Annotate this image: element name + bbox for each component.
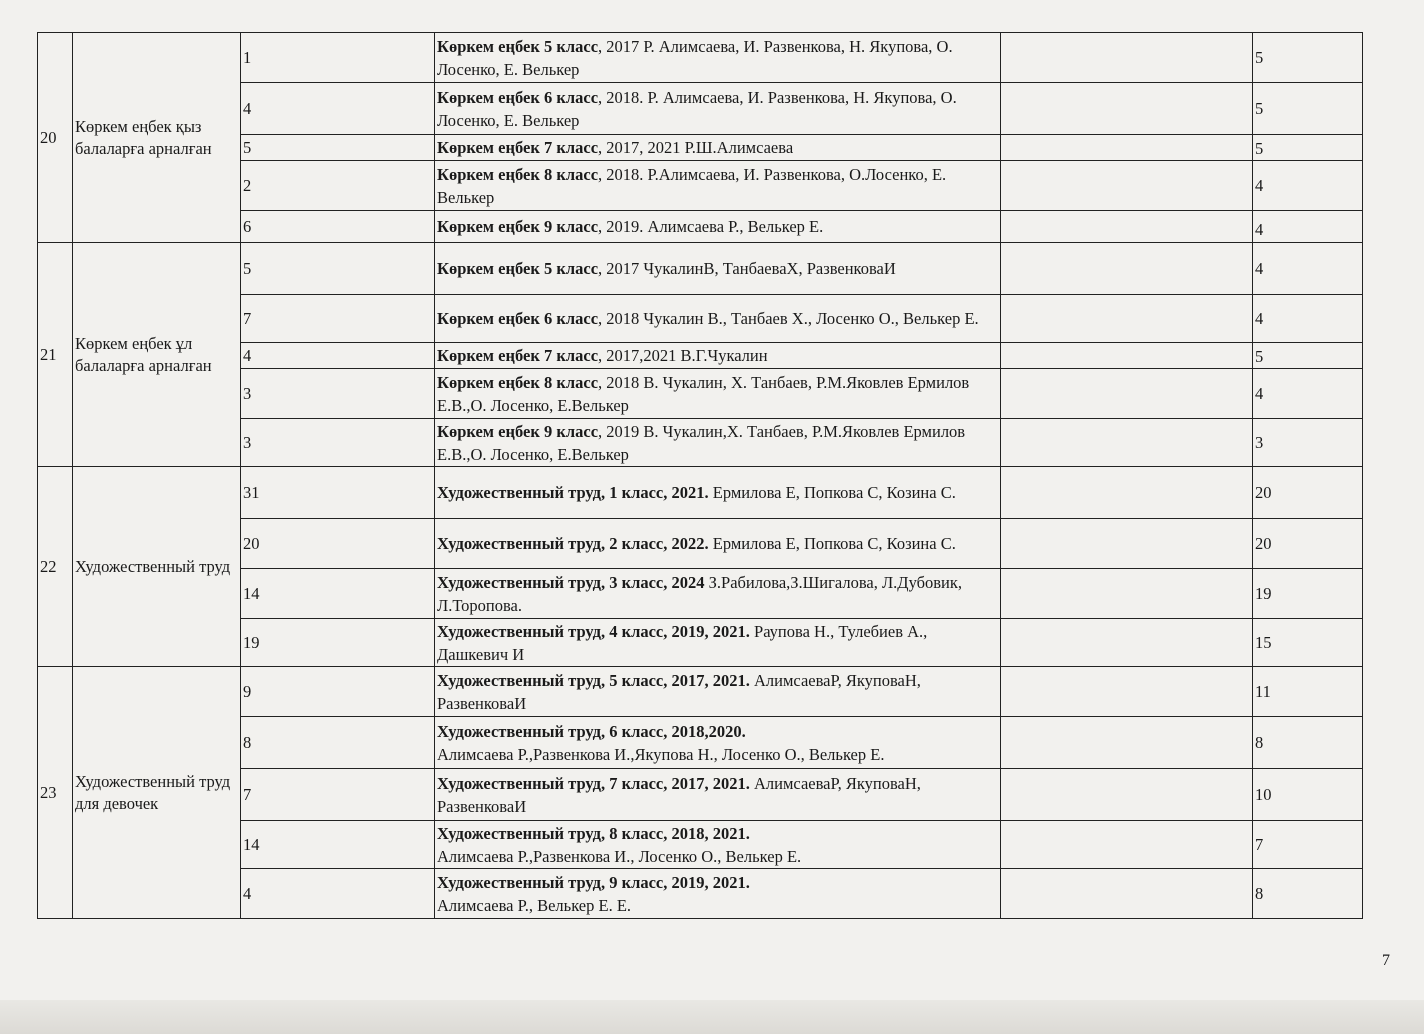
count-cell: 1 (241, 33, 435, 83)
book-details: АлимсаеваР, ЯкуповаН, РазвенковаИ (437, 773, 921, 816)
count-cell: 4 (241, 869, 435, 919)
quantity-cell: 5 (1253, 83, 1363, 135)
count-cell: 9 (241, 667, 435, 717)
book-cell (435, 211, 1001, 243)
book-title: Художественный труд, 3 класс, 2024 (437, 572, 705, 592)
note-cell (1001, 619, 1253, 667)
note-cell (1001, 467, 1253, 519)
table-body (38, 33, 1363, 919)
quantity-cell: 8 (1253, 869, 1363, 919)
book-cell (435, 467, 1001, 519)
quantity-cell: 20 (1253, 467, 1363, 519)
quantity-cell: 10 (1253, 769, 1363, 821)
quantity-cell: 20 (1253, 519, 1363, 569)
book-cell (435, 369, 1001, 419)
group-number: 20 (38, 33, 73, 243)
book-details: , 2018. Р. Алимсаева, И. Развенкова, Н. Якупова, О. Лосенко, Е. Велькер (437, 87, 957, 130)
book-details: Ермилова Е, Попкова С, Козина С. (708, 534, 956, 553)
note-cell (1001, 821, 1253, 869)
table-row (38, 33, 1363, 83)
book-title: Көркем еңбек 7 класс (437, 346, 599, 365)
count-cell: 5 (241, 135, 435, 161)
note-cell (1001, 369, 1253, 419)
subject-name: Художественный труд для девочек (73, 667, 241, 919)
quantity-cell: 4 (1253, 295, 1363, 343)
table-row (38, 467, 1363, 519)
book-details: , 2018 Чукалин В., Танбаев Х., Лосенко О., Велькер Е. (598, 309, 979, 328)
book-title: Художественный труд, 2 класс, 2022. (437, 534, 709, 553)
book-cell (435, 135, 1001, 161)
book-title: Художественный труд, 7 класс, 2017, 2021. (437, 773, 750, 793)
note-cell (1001, 83, 1253, 135)
table-row (38, 243, 1363, 295)
count-cell: 19 (241, 619, 435, 667)
note-cell (1001, 161, 1253, 211)
group-number: 22 (38, 467, 73, 667)
book-details: Алимсаева Р., Велькер Е. Е. (437, 895, 632, 915)
count-cell: 6 (241, 211, 435, 243)
note-cell (1001, 869, 1253, 919)
quantity-cell: 4 (1253, 211, 1363, 243)
book-cell (435, 519, 1001, 569)
note-cell (1001, 243, 1253, 295)
note-cell (1001, 33, 1253, 83)
count-cell: 4 (241, 83, 435, 135)
book-details: , 2017 Р. Алимсаева, И. Развенкова, Н. Якупова, О. Лосенко, Е. Велькер (437, 36, 953, 79)
book-title: Көркем еңбек 5 класс (437, 259, 599, 278)
quantity-cell: 5 (1253, 343, 1363, 369)
quantity-cell: 15 (1253, 619, 1363, 667)
book-details: , 2019. Алимсаева Р., Велькер Е. (598, 217, 824, 236)
book-title: Көркем еңбек 8 класс (437, 164, 599, 184)
book-title: Художественный труд, 1 класс, 2021. (437, 483, 709, 502)
book-cell (435, 869, 1001, 919)
book-cell (435, 619, 1001, 667)
quantity-cell: 8 (1253, 717, 1363, 769)
subject-name: Көркем еңбек ұл балаларға арналған (73, 243, 241, 467)
book-details: Алимсаева Р.,Развенкова И., Лосенко О., Велькер Е. (437, 846, 802, 866)
note-cell (1001, 419, 1253, 467)
quantity-cell: 4 (1253, 243, 1363, 295)
count-cell: 14 (241, 821, 435, 869)
book-details: , 2019 В. Чукалин,Х. Танбаев, Р.М.Яковлев Ермилов Е.В.,О. Лосенко, Е.Велькер (437, 421, 966, 464)
book-title: Художественный труд, 5 класс, 2017, 2021. (437, 670, 750, 690)
subject-name: Көркем еңбек қыз балаларға арналған (73, 33, 241, 243)
note-cell (1001, 343, 1253, 369)
note-cell (1001, 135, 1253, 161)
quantity-cell: 5 (1253, 33, 1363, 83)
group-number: 21 (38, 243, 73, 467)
textbook-inventory-table (37, 32, 1363, 919)
book-title: Художественный труд, 4 класс, 2019, 2021. (437, 621, 750, 641)
count-cell: 3 (241, 369, 435, 419)
book-title: Көркем еңбек 9 класс (437, 217, 599, 236)
book-title: Көркем еңбек 6 класс (437, 87, 599, 107)
note-cell (1001, 717, 1253, 769)
book-title: Көркем еңбек 6 класс (437, 309, 599, 328)
quantity-cell: 19 (1253, 569, 1363, 619)
book-title: Көркем еңбек 5 класс (437, 36, 599, 56)
subject-name: Художественный труд (73, 467, 241, 667)
book-details: Алимсаева Р.,Развенкова И.,Якупова Н., Лосенко О., Велькер Е. (437, 744, 885, 764)
count-cell: 14 (241, 569, 435, 619)
book-details: , 2018. Р.Алимсаева, И. Развенкова, О.Лосенко, Е. Велькер (437, 164, 947, 207)
book-cell (435, 769, 1001, 821)
book-details: АлимсаеваР, ЯкуповаН, РазвенковаИ (437, 670, 921, 713)
quantity-cell: 7 (1253, 821, 1363, 869)
table-row (38, 667, 1363, 717)
note-cell (1001, 211, 1253, 243)
book-details: , 2017,2021 В.Г.Чукалин (598, 346, 768, 365)
book-cell (435, 161, 1001, 211)
book-details: З.Рабилова,З.Шигалова, Л.Дубовик, Л.Торопова. (437, 572, 963, 615)
count-cell: 3 (241, 419, 435, 467)
book-details: , 2017, 2021 Р.Ш.Алимсаева (598, 138, 794, 157)
note-cell (1001, 769, 1253, 821)
count-cell: 20 (241, 519, 435, 569)
count-cell: 4 (241, 343, 435, 369)
book-title: Художественный труд, 8 класс, 2018, 2021. (437, 823, 750, 843)
book-cell (435, 717, 1001, 769)
book-cell (435, 295, 1001, 343)
quantity-cell: 4 (1253, 369, 1363, 419)
quantity-cell: 11 (1253, 667, 1363, 717)
count-cell: 31 (241, 467, 435, 519)
group-number: 23 (38, 667, 73, 919)
count-cell: 2 (241, 161, 435, 211)
count-cell: 8 (241, 717, 435, 769)
quantity-cell: 5 (1253, 135, 1363, 161)
book-title: Художественный труд, 6 класс, 2018,2020. (437, 721, 746, 741)
book-cell (435, 419, 1001, 467)
book-cell (435, 569, 1001, 619)
book-cell (435, 83, 1001, 135)
book-cell (435, 33, 1001, 83)
page-number: 7 (1382, 952, 1390, 969)
note-cell (1001, 519, 1253, 569)
book-title: Көркем еңбек 7 класс (437, 138, 599, 157)
note-cell (1001, 295, 1253, 343)
book-details: , 2018 В. Чукалин, Х. Танбаев, Р.М.Яковлев Ермилов Е.В.,О. Лосенко, Е.Велькер (437, 372, 970, 415)
page-bottom-edge (0, 1000, 1424, 1034)
quantity-cell: 4 (1253, 161, 1363, 211)
book-details: Ермилова Е, Попкова С, Козина С. (708, 483, 956, 502)
book-title: Көркем еңбек 8 класс (437, 372, 599, 392)
book-details: Раупова Н., Тулебиев А., Дашкевич И (437, 621, 928, 664)
book-cell (435, 343, 1001, 369)
book-cell (435, 667, 1001, 717)
book-title: Көркем еңбек 9 класс (437, 421, 599, 441)
book-details: , 2017 ЧукалинВ, ТанбаеваХ, РазвенковаИ (598, 259, 896, 278)
count-cell: 7 (241, 295, 435, 343)
book-cell (435, 821, 1001, 869)
book-cell (435, 243, 1001, 295)
note-cell (1001, 667, 1253, 717)
quantity-cell: 3 (1253, 419, 1363, 467)
count-cell: 7 (241, 769, 435, 821)
count-cell: 5 (241, 243, 435, 295)
note-cell (1001, 569, 1253, 619)
book-title: Художественный труд, 9 класс, 2019, 2021. (437, 872, 750, 892)
